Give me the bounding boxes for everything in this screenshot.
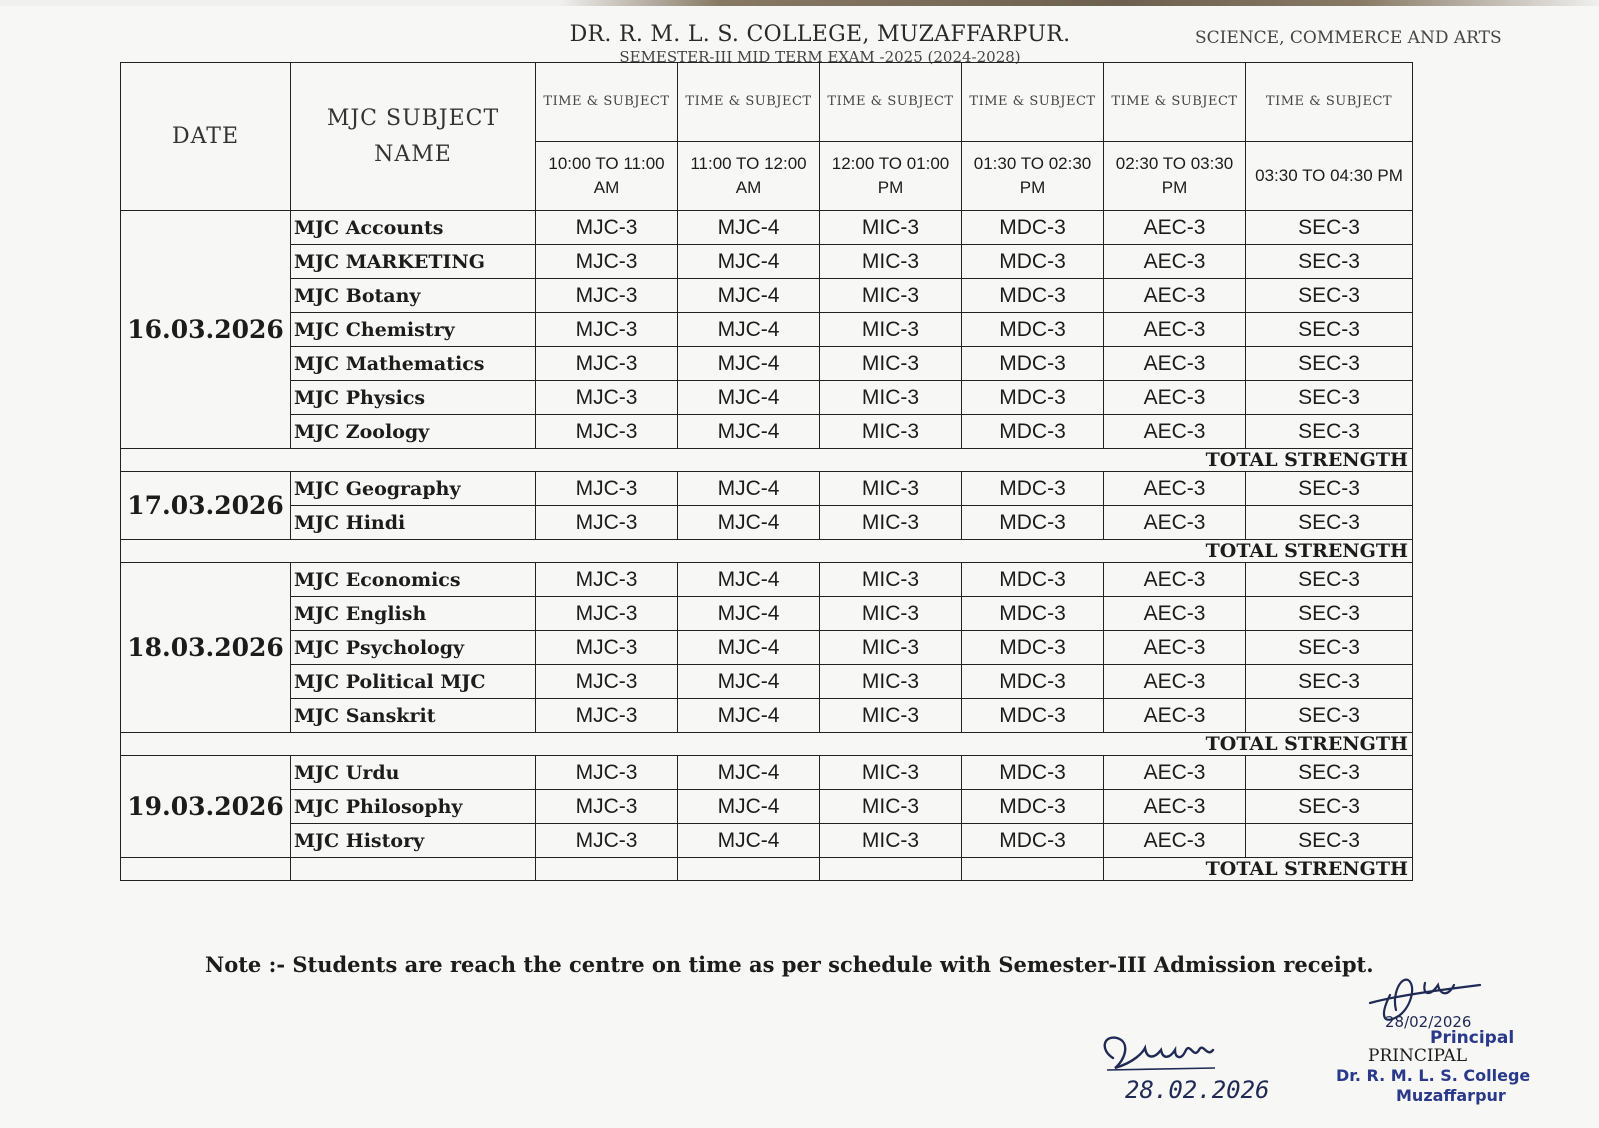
paper-code-cell: AEC-3 [1104, 245, 1246, 279]
note-text: Note :- Students are reach the centre on time as per schedule with Semester-III Admission receipt. [205, 952, 1374, 977]
total-strength-label: TOTAL STRENGTH [1104, 540, 1413, 563]
subject-name: MJC Mathematics [291, 347, 536, 381]
paper-code-cell: MJC-4 [678, 665, 820, 699]
paper-code-cell: SEC-3 [1246, 506, 1413, 540]
subject-name: MJC Zoology [291, 415, 536, 449]
stamp-title: Principal [1430, 1028, 1515, 1048]
subject-name: MJC Botany [291, 279, 536, 313]
paper-code-cell: MJC-4 [678, 381, 820, 415]
paper-code-cell: SEC-3 [1246, 347, 1413, 381]
paper-code-cell: MDC-3 [962, 245, 1104, 279]
paper-code-cell: SEC-3 [1246, 313, 1413, 347]
time-slot-header: 02:30 TO 03:30 PM [1104, 142, 1246, 211]
total-strength-row [121, 858, 1413, 881]
paper-code-cell: MIC-3 [820, 347, 962, 381]
paper-code-cell: AEC-3 [1104, 472, 1246, 506]
paper-code-cell: MJC-4 [678, 506, 820, 540]
paper-code-cell: SEC-3 [1246, 597, 1413, 631]
exam-title: SEMESTER-III MID TERM EXAM -2025 (2024-2028) [619, 48, 1021, 66]
time-subject-header: TIME & SUBJECT [1246, 63, 1413, 142]
paper-code-cell: SEC-3 [1246, 472, 1413, 506]
subject-name: MJC Accounts [291, 211, 536, 245]
paper-code-cell: MJC-4 [678, 790, 820, 824]
paper-code-cell: MJC-3 [536, 415, 678, 449]
time-subject-header: TIME & SUBJECT [536, 63, 678, 142]
paper-code-cell: MIC-3 [820, 597, 962, 631]
paper-code-cell: MDC-3 [962, 824, 1104, 858]
paper-code-cell: AEC-3 [1104, 699, 1246, 733]
time-subject-header: TIME & SUBJECT [1104, 63, 1246, 142]
paper-code-cell: MDC-3 [962, 279, 1104, 313]
paper-code-cell: MJC-3 [536, 279, 678, 313]
paper-code-cell: AEC-3 [1104, 381, 1246, 415]
paper-code-cell: AEC-3 [1104, 415, 1246, 449]
exam-schedule-table-container [120, 62, 1412, 881]
total-strength-blank [121, 733, 1104, 756]
paper-code-cell: MJC-3 [536, 665, 678, 699]
time-slot-header: 12:00 TO 01:00 PM [820, 142, 962, 211]
paper-code-cell: MIC-3 [820, 472, 962, 506]
paper-code-cell: SEC-3 [1246, 415, 1413, 449]
date-column-header: DATE [121, 63, 291, 211]
paper-code-cell: MIC-3 [820, 563, 962, 597]
table-row [121, 597, 1413, 631]
empty-cell [820, 858, 962, 881]
subject-name: MJC Chemistry [291, 313, 536, 347]
paper-code-cell: MDC-3 [962, 699, 1104, 733]
time-slot-header: 10:00 TO 11:00 AM [536, 142, 678, 211]
paper-code-cell: MJC-4 [678, 347, 820, 381]
paper-code-cell: MIC-3 [820, 790, 962, 824]
paper-code-cell: MJC-3 [536, 563, 678, 597]
paper-code-cell: AEC-3 [1104, 347, 1246, 381]
exam-date: 16.03.2026 [121, 211, 291, 449]
paper-code-cell: MJC-4 [678, 597, 820, 631]
paper-code-cell: MIC-3 [820, 415, 962, 449]
paper-code-cell: MIC-3 [820, 279, 962, 313]
empty-cell [121, 858, 291, 881]
paper-code-cell: MDC-3 [962, 597, 1104, 631]
exam-date: 19.03.2026 [121, 756, 291, 858]
paper-code-cell: AEC-3 [1104, 313, 1246, 347]
table-row [121, 415, 1413, 449]
paper-code-cell: MIC-3 [820, 245, 962, 279]
subject-name: MJC Political MJC [291, 665, 536, 699]
paper-code-cell: SEC-3 [1246, 790, 1413, 824]
empty-cell [536, 858, 678, 881]
table-row [121, 756, 1413, 790]
paper-code-cell: MDC-3 [962, 756, 1104, 790]
paper-code-cell: MJC-4 [678, 279, 820, 313]
paper-code-cell: MDC-3 [962, 665, 1104, 699]
subject-name: MJC Psychology [291, 631, 536, 665]
paper-code-cell: MIC-3 [820, 699, 962, 733]
paper-code-cell: MJC-3 [536, 790, 678, 824]
stamp-college: Dr. R. M. L. S. College [1336, 1066, 1531, 1085]
signature-right-title: PRINCIPAL [1368, 1046, 1467, 1066]
subject-name: MJC Philosophy [291, 790, 536, 824]
paper-code-cell: AEC-3 [1104, 665, 1246, 699]
exam-date: 17.03.2026 [121, 472, 291, 540]
signature-right [1330, 955, 1590, 1105]
paper-code-cell: MIC-3 [820, 506, 962, 540]
paper-code-cell: MJC-3 [536, 756, 678, 790]
paper-code-cell: MJC-4 [678, 245, 820, 279]
time-subject-header: TIME & SUBJECT [678, 63, 820, 142]
signature-right-date: 28/02/2026 [1385, 1013, 1472, 1031]
page-top-edge [0, 0, 1599, 6]
paper-code-cell: MJC-4 [678, 699, 820, 733]
table-row [121, 506, 1413, 540]
paper-code-cell: MIC-3 [820, 381, 962, 415]
table-row [121, 665, 1413, 699]
paper-code-cell: MDC-3 [962, 211, 1104, 245]
paper-code-cell: AEC-3 [1104, 211, 1246, 245]
paper-code-cell: MJC-3 [536, 211, 678, 245]
exam-date: 18.03.2026 [121, 563, 291, 733]
table-row [121, 563, 1413, 597]
paper-code-cell: MJC-4 [678, 824, 820, 858]
paper-code-cell: MJC-3 [536, 245, 678, 279]
table-row [121, 347, 1413, 381]
paper-code-cell: MIC-3 [820, 211, 962, 245]
paper-code-cell: MIC-3 [820, 313, 962, 347]
table-row [121, 381, 1413, 415]
total-strength-label: TOTAL STRENGTH [1104, 733, 1413, 756]
subject-column-header: MJC SUBJECT NAME [291, 63, 536, 211]
paper-code-cell: MDC-3 [962, 790, 1104, 824]
college-name: DR. R. M. L. S. COLLEGE, MUZAFFARPUR. [569, 22, 1071, 47]
subject-name: MJC Urdu [291, 756, 536, 790]
paper-code-cell: MDC-3 [962, 415, 1104, 449]
paper-code-cell: MDC-3 [962, 313, 1104, 347]
paper-code-cell: MJC-3 [536, 699, 678, 733]
subject-name: MJC Sanskrit [291, 699, 536, 733]
paper-code-cell: SEC-3 [1246, 699, 1413, 733]
paper-code-cell: SEC-3 [1246, 211, 1413, 245]
paper-code-cell: MDC-3 [962, 506, 1104, 540]
table-row [121, 699, 1413, 733]
paper-code-cell: SEC-3 [1246, 381, 1413, 415]
table-row [121, 313, 1413, 347]
table-row [121, 790, 1413, 824]
paper-code-cell: SEC-3 [1246, 563, 1413, 597]
table-row [121, 279, 1413, 313]
total-strength-row [121, 449, 1413, 472]
paper-code-cell: MDC-3 [962, 631, 1104, 665]
time-subject-header: TIME & SUBJECT [962, 63, 1104, 142]
paper-code-cell: AEC-3 [1104, 563, 1246, 597]
subject-name: MJC Hindi [291, 506, 536, 540]
paper-code-cell: MJC-3 [536, 631, 678, 665]
paper-code-cell: MJC-3 [536, 472, 678, 506]
paper-code-cell: SEC-3 [1246, 824, 1413, 858]
paper-code-cell: AEC-3 [1104, 756, 1246, 790]
paper-code-cell: MJC-3 [536, 597, 678, 631]
exam-schedule-table [120, 62, 1413, 881]
paper-code-cell: MIC-3 [820, 756, 962, 790]
subject-name: MJC Geography [291, 472, 536, 506]
paper-code-cell: MDC-3 [962, 563, 1104, 597]
subject-name: MJC History [291, 824, 536, 858]
paper-code-cell: MDC-3 [962, 347, 1104, 381]
paper-code-cell: MJC-3 [536, 824, 678, 858]
subject-name: MJC Physics [291, 381, 536, 415]
paper-code-cell: AEC-3 [1104, 824, 1246, 858]
paper-code-cell: MJC-3 [536, 381, 678, 415]
signature-left-date: 28.02.2026 [1125, 1076, 1270, 1104]
paper-code-cell: AEC-3 [1104, 506, 1246, 540]
paper-code-cell: MJC-4 [678, 313, 820, 347]
table-row [121, 472, 1413, 506]
paper-code-cell: AEC-3 [1104, 279, 1246, 313]
subject-name: MJC English [291, 597, 536, 631]
paper-code-cell: AEC-3 [1104, 597, 1246, 631]
paper-code-cell: AEC-3 [1104, 631, 1246, 665]
total-strength-row [121, 540, 1413, 563]
paper-code-cell: SEC-3 [1246, 245, 1413, 279]
paper-code-cell: MJC-4 [678, 211, 820, 245]
paper-code-cell: MDC-3 [962, 381, 1104, 415]
paper-code-cell: MIC-3 [820, 631, 962, 665]
paper-code-cell: MJC-4 [678, 631, 820, 665]
table-row [121, 245, 1413, 279]
stream-label: SCIENCE, COMMERCE AND ARTS [1195, 28, 1502, 48]
paper-code-cell: MDC-3 [962, 472, 1104, 506]
total-strength-blank [121, 540, 1104, 563]
paper-code-cell: MIC-3 [820, 824, 962, 858]
paper-code-cell: MJC-4 [678, 563, 820, 597]
paper-code-cell: SEC-3 [1246, 665, 1413, 699]
exam-schedule-body [121, 211, 1413, 881]
time-slot-header: 03:30 TO 04:30 PM [1246, 142, 1413, 211]
total-strength-label: TOTAL STRENGTH [1104, 858, 1413, 881]
total-strength-blank [121, 449, 1104, 472]
paper-code-cell: MJC-3 [536, 506, 678, 540]
paper-code-cell: MJC-3 [536, 313, 678, 347]
table-row [121, 211, 1413, 245]
paper-code-cell: MJC-4 [678, 756, 820, 790]
subject-name: MJC Economics [291, 563, 536, 597]
total-strength-label: TOTAL STRENGTH [1104, 449, 1413, 472]
paper-code-cell: MJC-3 [536, 347, 678, 381]
subject-name: MJC MARKETING [291, 245, 536, 279]
empty-cell [291, 858, 536, 881]
paper-code-cell: MJC-4 [678, 415, 820, 449]
empty-cell [678, 858, 820, 881]
paper-code-cell: AEC-3 [1104, 790, 1246, 824]
table-row [121, 631, 1413, 665]
empty-cell [962, 858, 1104, 881]
time-subject-header: TIME & SUBJECT [820, 63, 962, 142]
paper-code-cell: SEC-3 [1246, 279, 1413, 313]
table-row [121, 824, 1413, 858]
signature-left [1095, 1010, 1325, 1105]
paper-code-cell: MIC-3 [820, 665, 962, 699]
total-strength-row [121, 733, 1413, 756]
time-slot-header: 11:00 TO 12:00 AM [678, 142, 820, 211]
time-slot-header: 01:30 TO 02:30 PM [962, 142, 1104, 211]
stamp-city: Muzaffarpur [1396, 1086, 1506, 1105]
paper-code-cell: SEC-3 [1246, 756, 1413, 790]
paper-code-cell: MJC-4 [678, 472, 820, 506]
paper-code-cell: SEC-3 [1246, 631, 1413, 665]
